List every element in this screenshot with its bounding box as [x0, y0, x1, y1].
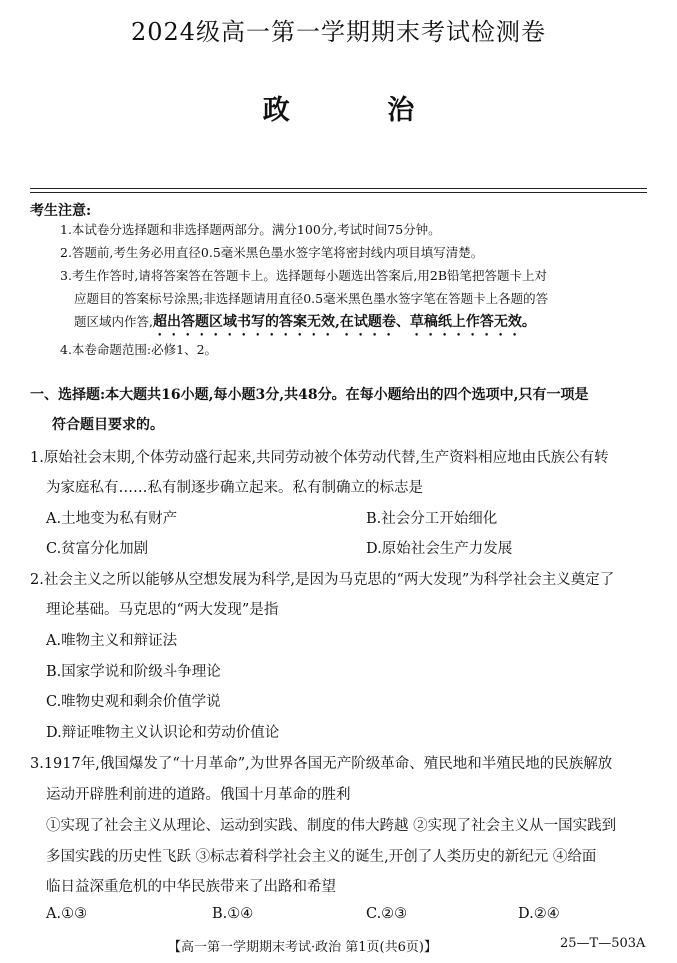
option-d: D.原始社会生产力发展 — [366, 541, 513, 557]
question-stem: 1.原始社会末期,个体劳动盛行起来,共同劳动被个体劳动代替,生产资料相应地由氏族公有转 — [30, 450, 609, 466]
option-a: A.唯物主义和辩证法 — [46, 633, 178, 649]
notice-item: 4.本卷命题范围:必修1、2。 — [60, 342, 218, 357]
section-heading-cont: 符合题目要求的。 — [52, 417, 164, 433]
subject-title: 政 治 — [262, 95, 459, 126]
notice-emphasis: 超出答题区域书写的答案无效,在试题卷、草稿纸上作答无效。 — [152, 314, 536, 330]
paper-code: 25—T—503A — [560, 936, 646, 951]
question-stem: 理论基础。马克思的“两大发现”是指 — [46, 602, 279, 618]
statement-line: 多国实践的历史性飞跃 ③标志着科学社会主义的诞生,开创了人类历史的新纪元 ④给面 — [46, 849, 597, 865]
exam-title: 2024级高一第一学期期末考试检测卷 — [130, 18, 547, 46]
header-divider — [30, 188, 647, 189]
notice-heading: 考生注意: — [30, 203, 92, 219]
section-heading: 一、选择题:本大题共16小题,每小题3分,共48分。在每小题给出的四个选项中,只有一项是 — [30, 387, 589, 403]
option-c: C.贫富分化加剧 — [46, 541, 149, 557]
option-b: B.①④ — [212, 906, 254, 922]
option-b: B.社会分工开始细化 — [366, 511, 498, 527]
option-c: C.唯物史观和剩余价值学说 — [46, 694, 221, 710]
question-stem: 2.社会主义之所以能够从空想发展为科学,是因为马克思的“两大发现”为科学社会主义奠定了 — [30, 572, 615, 588]
notice-item: 1.本试卷分选择题和非选择题两部分。满分100分,考试时间75分钟。 — [60, 222, 441, 237]
notice-item: 3.考生作答时,请将答案答在答题卡上。选择题每小题选出答案后,用2B铅笔把答题卡上对 — [60, 268, 548, 283]
option-d: D.辩证唯物主义认识论和劳动价值论 — [46, 725, 280, 741]
notice-item: 应题目的答案标号涂黑;非选择题请用直径0.5毫米黑色墨水签字笔在答题卡上各题的答 — [74, 291, 549, 306]
option-a: A.土地变为私有财产 — [46, 511, 178, 527]
statement-line: ①实现了社会主义从理论、运动到实践、制度的伟大跨越 ②实现了社会主义从一国实践到 — [46, 818, 617, 834]
notice-item — [74, 311, 536, 339]
question-stem: 3.1917年,俄国爆发了“十月革命”,为世界各国无产阶级革命、殖民地和半殖民地的民族解放 — [30, 756, 613, 772]
page-footer: 【高一第一学期期末考试·政治 第1页(共6页)】 — [168, 940, 437, 955]
notice-item: 2.答题前,考生务必用直径0.5毫米黑色墨水签字笔将密封线内项目填写清楚。 — [60, 245, 484, 260]
statement-line: 临日益深重危机的中华民族带来了出路和希望 — [46, 879, 336, 895]
header-divider-thin — [30, 192, 647, 193]
question-stem: 为家庭私有……私有制逐步确立起来。私有制确立的标志是 — [46, 480, 423, 496]
question-stem: 运动开辟胜利前进的道路。俄国十月革命的胜利 — [46, 787, 351, 803]
option-a: A.①③ — [46, 906, 88, 922]
notice-item-text: 题区域内作答, — [74, 314, 153, 329]
option-d: D.②④ — [518, 906, 560, 922]
option-c: C.②③ — [366, 906, 408, 922]
option-b: B.国家学说和阶级斗争理论 — [46, 664, 221, 680]
